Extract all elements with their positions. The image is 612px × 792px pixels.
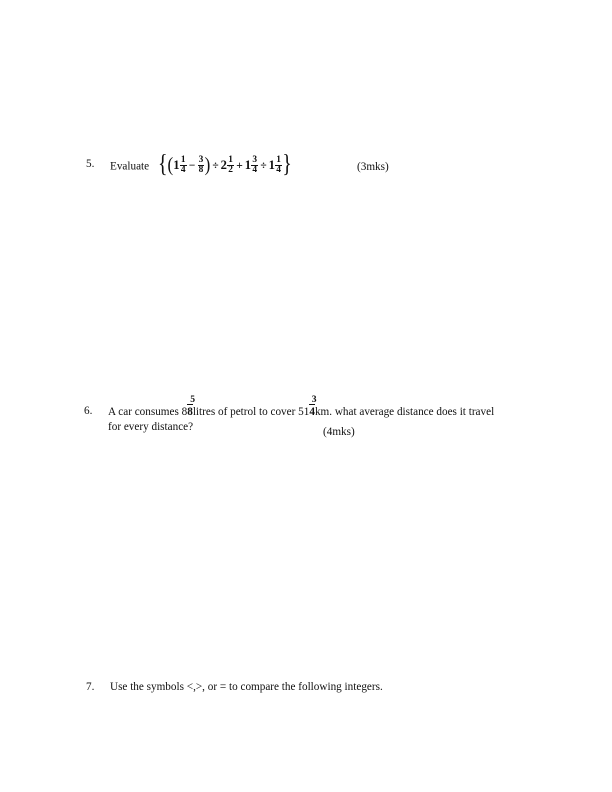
question-6-text-a: A car consumes (108, 406, 182, 418)
question-5-expression: {(1 $\frac{1}{4}$ − $\frac{3}{8}$ ) ÷ 2 $\frac{1}{2}$ + 1 $\frac{3}{4}$ ÷ 1 $\frac{1}{4}$ } (157, 150, 292, 178)
quantity-1-denominator: 8 (187, 406, 193, 418)
question-6-text-b: litres of petrol to cover (192, 406, 299, 418)
question-6 (84, 394, 554, 435)
question-5-prompt: Evaluate (110, 160, 150, 173)
expr-term1-whole: 1 (173, 157, 180, 172)
expr-term5-fraction (275, 156, 282, 176)
expr-term3-fraction (227, 156, 234, 176)
quantity-1-whole: 8 (181, 406, 188, 418)
question-5-body (110, 150, 386, 178)
question-6-text-c: km. what average distance does it travel (314, 406, 495, 418)
quantity-2-denominator: 4 (309, 406, 315, 418)
quantity-51-and-3-4 (298, 394, 317, 420)
quantity-2-whole: 51 (298, 406, 310, 418)
question-6-line-1 (108, 394, 554, 420)
expr-term2-fraction (198, 156, 205, 176)
question-6-marks: (4mks) (323, 426, 355, 438)
question-7-number: 7. (86, 681, 95, 693)
expr-term5-denominator: 4 (276, 165, 281, 176)
expr-term3-numerator: 1 (228, 154, 233, 165)
expr-term5-whole: 1 (268, 157, 275, 172)
question-7-text: Use the symbols <,>, or = to compare the following integers. (110, 681, 383, 693)
expr-term4-numerator: 3 (252, 154, 258, 165)
question-5-marks: (3mks) (357, 161, 389, 173)
expr-term1-denominator: 4 (180, 165, 186, 176)
expr-operator-1: − (188, 159, 196, 172)
question-7 (86, 680, 486, 695)
expr-operator-2: ÷ (212, 159, 219, 172)
quantity-2-numerator: 3 (311, 394, 317, 405)
expr-operator-4: ÷ (260, 159, 267, 172)
expr-term4-whole: 1 (244, 157, 252, 172)
expr-term5-numerator: 1 (276, 154, 281, 165)
expr-term4-denominator: 4 (252, 165, 258, 176)
question-5 (86, 150, 386, 178)
question-7-body (110, 680, 486, 695)
expr-term3-denominator: 2 (228, 165, 233, 176)
question-5-number: 5. (86, 158, 95, 170)
expr-operator-3: + (236, 159, 243, 172)
expr-term2-denominator: 8 (198, 165, 204, 176)
expr-term1-numerator: 1 (180, 154, 186, 165)
expr-term2-numerator: 3 (198, 154, 204, 165)
quantity-8-and-5-8 (181, 394, 196, 420)
question-6-line-2: for every distance? (108, 421, 194, 433)
question-6-number: 6. (84, 405, 93, 417)
expr-term1-fraction (180, 156, 187, 176)
quantity-1-numerator: 5 (190, 394, 196, 405)
expr-term3-whole: 2 (220, 157, 227, 172)
